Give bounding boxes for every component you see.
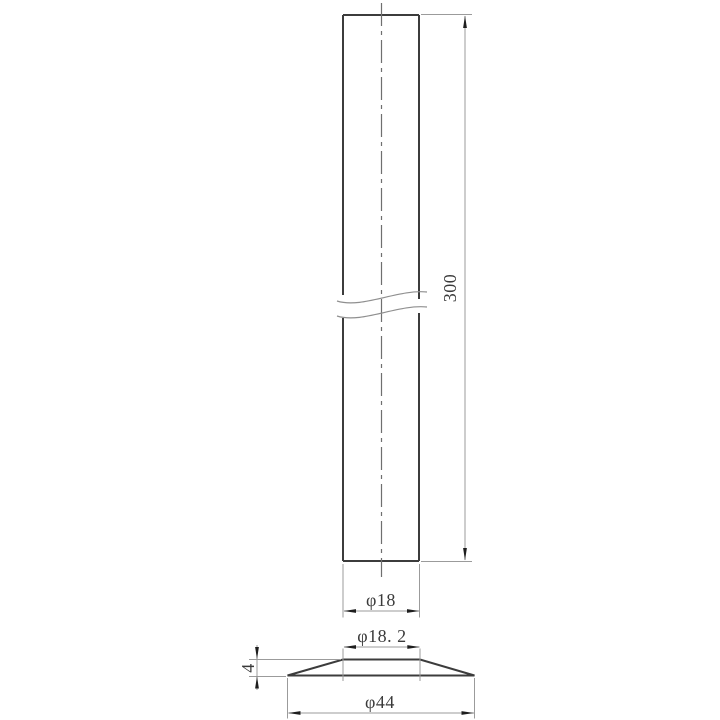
dimension-label-base-height: 4	[238, 663, 258, 673]
arrow-d182-right	[407, 645, 420, 649]
arrow-d18-left	[344, 609, 357, 613]
arrow-d44-left	[288, 711, 301, 715]
arrow-h4-up	[255, 676, 259, 688]
dimension-label-rod-diameter: φ18	[366, 590, 396, 610]
dimension-label-base-outer-diameter: φ44	[365, 692, 395, 712]
dimension-label-rod-length: 300	[440, 273, 460, 303]
arrow-300-down	[463, 548, 467, 561]
arrowheads-group	[255, 16, 474, 715]
thin-lines-group	[249, 15, 475, 719]
arrow-d18-right	[407, 609, 420, 613]
base-outline	[288, 660, 475, 676]
arrow-h4-down	[255, 647, 259, 659]
arrow-300-up	[463, 16, 467, 29]
arrow-d182-left	[344, 645, 357, 649]
dimension-label-base-top-diameter: φ18. 2	[357, 626, 407, 646]
arrow-d44-right	[462, 711, 475, 715]
